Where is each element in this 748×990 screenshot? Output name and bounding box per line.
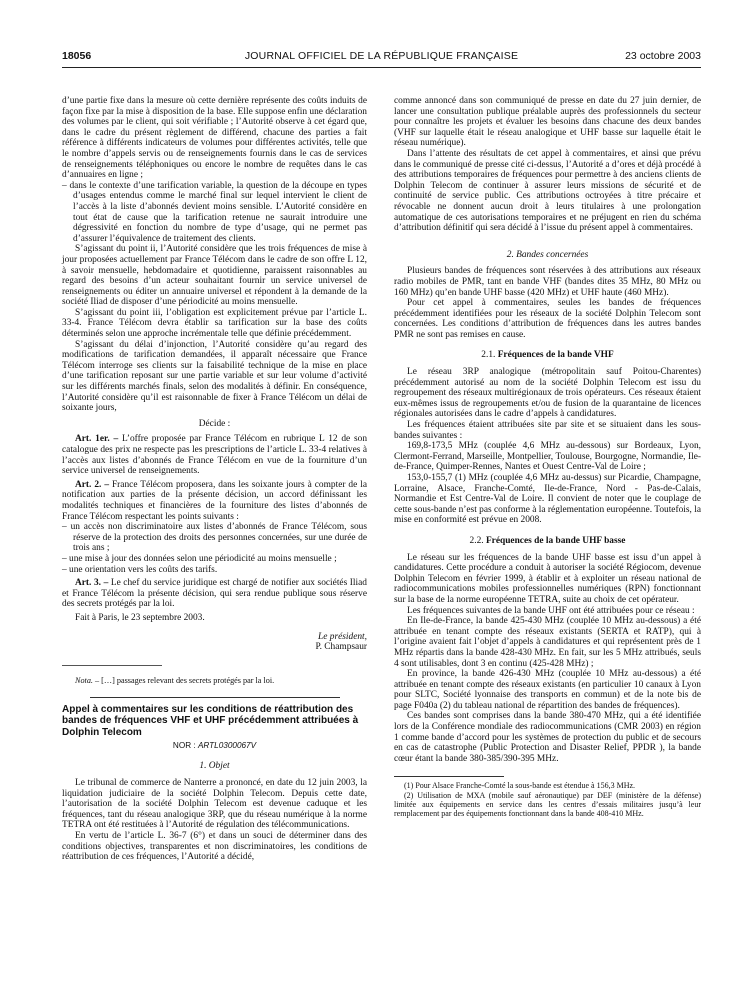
list-item: – une mise à jour des données selon une périodicité au moins mensuelle ; [62,554,367,565]
signature-name: P. Champsaur [315,642,367,653]
paragraph: Le tribunal de commerce de Nanterre a prononcé, en date du 12 juin 2003, la liquidation judiciaire de la société Dolphin Telecom. Depuis cette date, l’autorisation de la société Dolphin Telecom est devenue caduque et les fréquences, tant du réseau analogique 3RP, que du réseau numérique à la norme TETRA ont été restituées à l’Autorité de régulation des télécommunications. [62,778,367,831]
paragraph: Pour cet appel à commentaires, seules les bandes de fréquences précédemment identifiées pour les réseaux de la société Dolphin Telecom sont concernées. Les conditions d’attribution de fréquences dans les autres bandes PMR ne sont pas remises en cause. [394,298,701,340]
paragraph: Ces bandes sont comprises dans la bande 380-470 MHz, qui a été identifiée lors de la Conférence mondiale des radiocommunications (CMR 2003) en région 1 comme bande d’accord pour les systèmes de protection du public et de secours en cas de catastrophe (Public Protection and Disaster Relief, PPDR ), la bande cœur étant la bande 380-385/390-395 MHz. [394,711,701,764]
dash-list [62,181,367,245]
left-column [62,96,367,863]
paragraph: En vertu de l’article L. 36-7 (6°) et dans un souci de déterminer dans des conditions objectives, transparentes et non discriminatoires, les conditions de réattribution de ces fréquences, l’Autorité a décidé, [62,831,367,863]
article-1 [62,434,367,476]
issue-date: 23 octobre 2003 [625,50,701,62]
article-text: L’offre proposée par France Télécom en rubrique L 12 de son catalogue des prix ne respecte pas les prescriptions de l’article L. 33-4 relatives à l’accès aux listes d’abonnés de France Télécom en vue de la fourniture d’un service universel de renseignements. [62,434,368,477]
paragraph: Les fréquences étaient attribuées site par site et se situaient dans les sous-bandes suivantes : [394,420,701,441]
paragraph: S’agissant du point ii, l’Autorité considère que les trois fréquences de mise à jour proposées actuellement par France Télécom dans le cadre de son offre L 12, à savoir mensuelle, hebdomadaire et quotidienne, paraissent raisonnables au regard des besoins d’un acteur souhaitant fournir un service universel de renseignements ou éditer un annuaire universel et répondent à la demande de la société Iliad de disposer d’une périodicité au moins mensuelle. [62,244,367,308]
section-title-objet: 1. Objet [199,761,230,772]
decide-heading: Décide : [198,418,231,429]
paragraph: Dans l’attente des résultats de cet appel à commentaires, et ainsi que prévu dans le communiqué de presse cité ci-dessus, l’Autorité a d’ores et déjà procédé à des attributions temporaires de fréquences pour permettre à des anciens clients de Dolphin Telecom de continuer à assurer leurs missions de sécurité et de continuité de service public. Ces attributions octroyées à titre précaire et révocable ne donnent aucun droit à leurs titulaires à une prolongation automatique de ces autorisations temporaires et ne préjugent en rien du schéma d’attribution définitif qui sera décidé à l’issue du présent appel à commentaires. [394,148,701,234]
header-rule [62,67,701,68]
section-separator [90,697,340,698]
article-text: France Télécom proposera, dans les soixante jours à compter de la notification aux parties de la présente décision, un accord définissant les modalités techniques et financières de la fourniture des listes d’abonnés de France Télécom respectant les points suivants : [62,479,367,522]
footnote: (2) Utilisation de MXA (mobile sauf aéronautique) par DEF (ministère de la défense) limitée aux équipements en service dans les centres d’essais militaires jusqu’à leur remplacement par des équipements fonctionnant dans la bande 408-410 MHz. [394,790,701,819]
paragraph: En province, la bande 426-430 MHz (couplée 10 MHz au-dessous) a été attribuée en tenant compte des réseaux existants (en particulier 10 canaux à Lyon pour SLTC, Société lyonnaise des transports en commun) et de la note bis de page F040a (2) du tableau national de répartition des bandes de fréquences). [394,669,701,711]
list-item: – une orientation vers les coûts des tarifs. [62,565,367,576]
paragraph: Plusieurs bandes de fréquences sont réservées à des attributions aux réseaux radio mobiles de PMR, tant en bande VHF (bandes dites 35 MHz, 80 MHz ou 160 MHz) qu’en bande UHF basse (420 MHz) et UHF haute (460 MHz). [394,266,701,298]
dash-list [62,522,367,575]
page-header [62,50,701,66]
nor-reference: NOR : ARTL0300067V [172,740,257,750]
signature-title: Le président, [318,631,367,642]
article-label: Art. 1er. – [75,434,119,445]
subsection-title-vhf: 2.1. Fréquences de la bande VHF [481,350,614,361]
note-rule [62,665,162,666]
nota-text: – […] passages relevant des secrets protégés par la loi. [95,675,275,685]
paragraph: Les fréquences suivantes de la bande UHF ont été attribuées pour ce réseau : [407,605,695,616]
article-text: Le chef du service juridique est chargé de notifier aux sociétés Iliad et France Télécom la présente décision, qui sera rendue publique sous réserve des secrets protégés par la loi. [62,578,367,610]
paragraph: S’agissant du point iii, l’obligation est explicitement prévue par l’article L. 33-4. France Télécom devra établir sa tarification sur la base des coûts déterminés selon une approche incrémentale telle que définie précédemment. [62,307,367,340]
paragraph: 169,8-173,5 MHz (couplée 4,6 MHz au-dessous) sur Bordeaux, Lyon, Clermont-Ferrand, Marseille, Montpellier, Toulouse, Bourgogne, Normandie, Ile-de-France, Quimper-Rennes, Nantes et Ouest Centre-Val de Loire ; [394,441,701,473]
nota-label: Nota. [75,675,93,685]
paragraph: Le réseau 3RP analogique (métropolitain sauf Poitou-Charentes) précédemment autorisé au nom de la société Dolphin Telecom est issu du regroupement des réseaux multirégionaux de trois opérateurs. Ces réseaux étaient eux-mêmes issus de regroupements et/ou de fusion de la quarantaine de licences régionales autorisées dans le cadre d’appels à candidatures. [394,367,701,420]
paragraph: comme annoncé dans son communiqué de presse en date du 27 juin dernier, de lancer une consultation publique préalable auprès des professionnels du secteur pour connaître les projets et évaluer les besoins dans chacune des deux bandes (VHF sur laquelle était le réseau analogique et UHF basse sur laquelle était le réseau numérique). [394,96,701,149]
paragraph: d’une partie fixe dans la mesure où cette dernière représente des coûts induits de façon fixe par la mise à disposition de la base. Elle suppose enfin une déclaration des volumes par le client, qui soit vérifiable ; l’Autorité observe à cet égard que, dans le cadre du présent règlement de différend, chacune des parties a fait référence à différents indicateurs de volumes pour différentes activités, telle que le nombre d’appels servis ou de renseignements fournis dans le cas de services de renseignements téléphoniques ou encore le nombre de requêtes dans le cas d’annuaires en ligne ; [62,96,367,181]
paragraph: En Ile-de-France, la bande 425-430 MHz (couplée 10 MHz au-dessous) a été attribuée en tenant compte des réseaux existants (SERTA et RATP), qui à l’origine avaient fait l’objet d’appels à candidatures et qui représentent près de 1 MHz répartis dans la bande 428-430 MHz. En fait, sur les 5 MHz attribués, seuls 4 sont utilisables, dont 3 en continu (425-428 MHz) ; [394,616,701,669]
paragraph: 153,0-155,7 (1) MHz (couplée 4,6 MHz au-dessus) sur Picardie, Champagne, Lorraine, Alsace, Franche-Comté, Ile-de-France, Nord - Pas-de-Calais, Normandie et Est Centre-Val de Loire. Il convient de noter que le couplage de cette sous-bande n’est pas conforme à la réglementation européenne. Toutefois, la mise en conformité est prévue en 2008. [394,473,701,526]
subsection-title-uhf: 2.2. Fréquences de la bande UHF basse [469,535,626,546]
section-title-bandes: 2. Bandes concernées [506,249,589,260]
footnotes [394,781,701,818]
list-item: – un accès non discriminatoire aux listes d’abonnés de France Télécom, sous réserve de la protection des droits des personnes concernées, sur une durée de trois ans ; [62,522,367,554]
list-item: – dans le contexte d’une tarification variable, la question de la découpe en types d’usages entendus comme le marché final sur lequel intervient le client de l’accès à la liste d’abonnés devient moins sensible. L’Autorité considère en tout état de cause que la tarification retenue ne saurait introduire une dégressivité en fonction du nombre de type d’usage, qui ne permet pas d’assurer l’équivalence de traitement des clients. [62,181,367,245]
page-number: 18056 [62,50,92,62]
nota [62,676,367,686]
paragraph: Le réseau sur les fréquences de la bande UHF basse est issu d’un appel à candidatures. Cette procédure a conduit à autoriser la société Régiocom, devenue Dolphin Telecom en février 1999, à établir et à exploiter un réseau national de radiocommunications mobiles professionnelles numériques (RPN) fonctionnant sur la base de la norme européenne TETRA, suite au choix de cet opérateur. [394,552,701,605]
article-label: Art. 2. – [75,479,110,490]
article-label: Art. 3. – [75,578,109,589]
place-date: Fait à Paris, le 23 septembre 2003. [75,612,205,623]
paragraph: S’agissant du délai d’injonction, l’Autorité considère qu’au regard des modifications de tarification demandées, il apparaît nécessaire que France Télécom interroge ses clients sur la faisabilité technique de la mise en place d’une tarification reposant sur une partie variable et sur leur volume d’activité sur les différents marchés finals, selon des modalités à définir. En conséquence, l’Autorité considère qu’il est raisonnable de fixer à France Télécom un délai de soixante jours, [62,339,367,414]
appel-title: Appel à commentaires sur les conditions de réattribution des bandes de fréquences VHF et UHF précédemment attribuées à Dolphin Telecom [62,704,359,738]
footnote-rule [394,776,504,777]
article-3 [62,578,367,610]
footnote: (1) Pour Alsace Franche-Comté la sous-bande est étendue à 156,3 MHz. [404,781,636,791]
journal-title: JOURNAL OFFICIEL DE LA RÉPUBLIQUE FRANÇAISE [244,50,519,62]
right-column [394,96,701,819]
article-2 [62,480,367,522]
